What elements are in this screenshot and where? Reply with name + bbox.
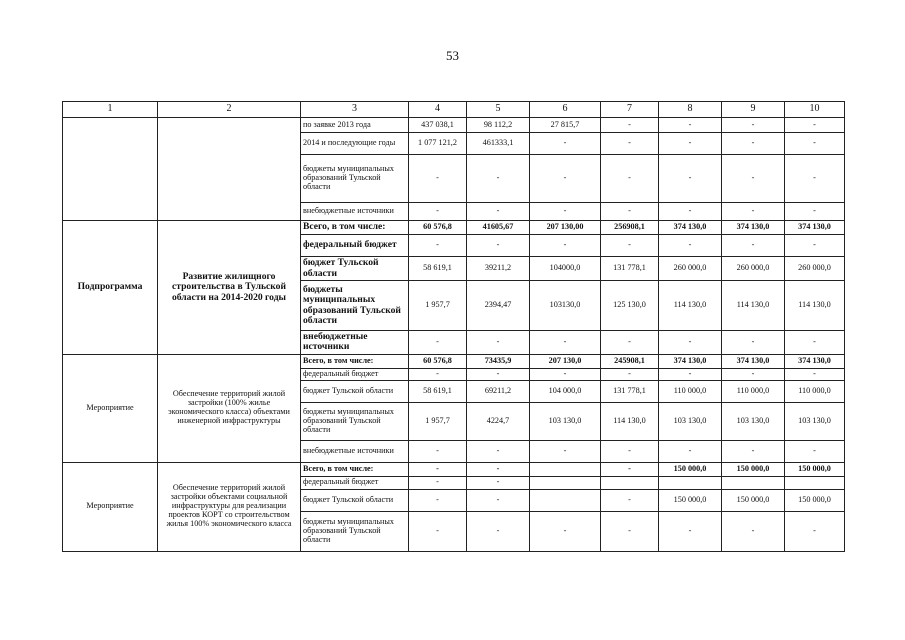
value-cell: - (467, 368, 530, 380)
column-header: 7 (601, 102, 659, 118)
value-cell: - (659, 511, 722, 551)
row-label: федеральный бюджет (301, 235, 409, 257)
row-label: бюджет Тульской области (301, 380, 409, 402)
value-cell: - (659, 133, 722, 155)
value-cell: - (785, 331, 845, 355)
value-cell: - (601, 203, 659, 221)
value-cell (601, 476, 659, 489)
table-row (63, 354, 845, 368)
value-cell: - (659, 203, 722, 221)
column-header: 3 (301, 102, 409, 118)
value-cell: 39211,2 (467, 257, 530, 281)
value-cell: 73435,9 (467, 354, 530, 368)
value-cell: 245908,1 (601, 354, 659, 368)
table-row (63, 221, 845, 235)
row-label: федеральный бюджет (301, 368, 409, 380)
value-cell: - (601, 489, 659, 511)
value-cell: 98 112,2 (467, 118, 530, 133)
value-cell: 103 130,0 (785, 402, 845, 440)
subprogram-name: Развитие жилищного строительства в Тульской области на 2014-2020 годы (158, 221, 301, 355)
value-cell: 150 000,0 (722, 462, 785, 476)
row-label: внебюджетные источники (301, 203, 409, 221)
column-header: 8 (659, 102, 722, 118)
value-cell: 374 130,0 (785, 221, 845, 235)
row-label: бюджеты муниципальных образований Тульской области (301, 155, 409, 203)
value-cell: - (467, 155, 530, 203)
value-cell: - (659, 368, 722, 380)
value-cell: 437 038,1 (409, 118, 467, 133)
value-cell: 1 957,7 (409, 402, 467, 440)
value-cell: 374 130,0 (785, 354, 845, 368)
value-cell: - (467, 511, 530, 551)
value-cell: - (409, 511, 467, 551)
value-cell: - (530, 368, 601, 380)
value-cell: 150 000,0 (722, 489, 785, 511)
value-cell: - (601, 235, 659, 257)
value-cell: 103 130,0 (530, 402, 601, 440)
table-row (63, 118, 845, 133)
value-cell: - (409, 155, 467, 203)
value-cell: - (659, 331, 722, 355)
measure-name: Обеспечение территорий жилой застройки (100% жилье экономического класса) объектами инженерной инфраструктуры (158, 354, 301, 462)
value-cell: 114 130,0 (785, 281, 845, 331)
value-cell: - (785, 133, 845, 155)
value-cell: - (467, 203, 530, 221)
column-header: 6 (530, 102, 601, 118)
value-cell: - (530, 133, 601, 155)
value-cell: - (785, 155, 845, 203)
value-cell: 110 000,0 (659, 380, 722, 402)
value-cell: - (601, 368, 659, 380)
value-cell: - (722, 331, 785, 355)
column-header: 10 (785, 102, 845, 118)
value-cell: - (409, 440, 467, 462)
value-cell: - (659, 118, 722, 133)
value-cell: 60 576,8 (409, 354, 467, 368)
value-cell: 150 000,0 (785, 462, 845, 476)
value-cell: - (601, 440, 659, 462)
value-cell: 69211,2 (467, 380, 530, 402)
value-cell: - (467, 235, 530, 257)
value-cell: 41605,67 (467, 221, 530, 235)
value-cell: 60 576,8 (409, 221, 467, 235)
value-cell: 131 778,1 (601, 380, 659, 402)
value-cell: - (409, 489, 467, 511)
value-cell: - (659, 440, 722, 462)
value-cell: 374 130,0 (659, 221, 722, 235)
row-label: федеральный бюджет (301, 476, 409, 489)
header-row (63, 102, 845, 118)
measure-name: Обеспечение территорий жилой застройки объектами социальной инфраструктуры для реализации проектов КОРТ со строительством жилья 100% экономического класса (158, 462, 301, 551)
column-header: 4 (409, 102, 467, 118)
value-cell: 2394,47 (467, 281, 530, 331)
value-cell: - (659, 155, 722, 203)
row-label: по заявке 2013 года (301, 118, 409, 133)
value-cell: 1 957,7 (409, 281, 467, 331)
column-header: 1 (63, 102, 158, 118)
value-cell (722, 476, 785, 489)
value-cell: 58 619,1 (409, 380, 467, 402)
value-cell: - (409, 462, 467, 476)
value-cell: 256908,1 (601, 221, 659, 235)
value-cell: - (785, 235, 845, 257)
row-label: внебюджетные источники (301, 440, 409, 462)
row-label: Всего, в том числе: (301, 221, 409, 235)
value-cell: - (467, 331, 530, 355)
groups-section (63, 221, 845, 552)
row-label: бюджет Тульской области (301, 257, 409, 281)
value-cell: - (722, 155, 785, 203)
column-header: 2 (158, 102, 301, 118)
value-cell: 207 130,00 (530, 221, 601, 235)
value-cell (785, 476, 845, 489)
value-cell: - (467, 440, 530, 462)
value-cell: - (722, 440, 785, 462)
row-label: Всего, в том числе: (301, 462, 409, 476)
value-cell: - (530, 511, 601, 551)
page-number: 53 (446, 48, 459, 63)
value-cell: 103 130,0 (659, 402, 722, 440)
measure-type: Мероприятие (63, 354, 158, 462)
row-label: бюджет Тульской области (301, 489, 409, 511)
subprogram-type: Подпрограмма (63, 221, 158, 355)
row-label: 2014 и последующие годы (301, 133, 409, 155)
budget-table (62, 101, 845, 552)
value-cell: - (601, 511, 659, 551)
value-cell: - (785, 511, 845, 551)
continued-section (63, 118, 845, 221)
row-label: бюджеты муниципальных образований Тульской области (301, 511, 409, 551)
value-cell (530, 462, 601, 476)
value-cell (530, 476, 601, 489)
value-cell: - (601, 155, 659, 203)
measure-type: Мероприятие (63, 462, 158, 551)
value-cell: - (409, 476, 467, 489)
row-label: Всего, в том числе: (301, 354, 409, 368)
value-cell: 4224,7 (467, 402, 530, 440)
value-cell: - (467, 462, 530, 476)
value-cell: - (722, 235, 785, 257)
value-cell: 104 000,0 (530, 380, 601, 402)
value-cell: - (601, 462, 659, 476)
value-cell: - (785, 440, 845, 462)
value-cell: - (530, 235, 601, 257)
value-cell: - (601, 331, 659, 355)
value-cell: 103130,0 (530, 281, 601, 331)
value-cell: 150 000,0 (659, 462, 722, 476)
row-label: бюджеты муниципальных образований Тульской области (301, 281, 409, 331)
value-cell: - (722, 118, 785, 133)
value-cell: - (530, 203, 601, 221)
type-cell-empty (63, 118, 158, 221)
value-cell: 374 130,0 (659, 354, 722, 368)
value-cell: 103 130,0 (722, 402, 785, 440)
column-header: 9 (722, 102, 785, 118)
value-cell: - (722, 511, 785, 551)
value-cell: 125 130,0 (601, 281, 659, 331)
value-cell: 374 130,0 (722, 354, 785, 368)
value-cell: - (530, 331, 601, 355)
value-cell: - (785, 368, 845, 380)
value-cell: 207 130,0 (530, 354, 601, 368)
value-cell: 260 000,0 (659, 257, 722, 281)
value-cell: - (659, 235, 722, 257)
value-cell: - (409, 368, 467, 380)
value-cell: 150 000,0 (659, 489, 722, 511)
value-cell: 1 077 121,2 (409, 133, 467, 155)
value-cell: - (409, 331, 467, 355)
value-cell: - (467, 489, 530, 511)
column-header: 5 (467, 102, 530, 118)
value-cell: - (722, 133, 785, 155)
value-cell: 58 619,1 (409, 257, 467, 281)
value-cell: - (785, 118, 845, 133)
value-cell (659, 476, 722, 489)
value-cell: 110 000,0 (785, 380, 845, 402)
row-label: внебюджетные источники (301, 331, 409, 355)
value-cell: - (601, 133, 659, 155)
value-cell: - (409, 203, 467, 221)
value-cell: - (530, 155, 601, 203)
name-cell-empty (158, 118, 301, 221)
value-cell: 131 778,1 (601, 257, 659, 281)
value-cell: - (467, 476, 530, 489)
value-cell: 114 130,0 (659, 281, 722, 331)
value-cell: - (601, 118, 659, 133)
value-cell: 374 130,0 (722, 221, 785, 235)
value-cell: 110 000,0 (722, 380, 785, 402)
value-cell (530, 489, 601, 511)
value-cell: 260 000,0 (722, 257, 785, 281)
table-row (63, 462, 845, 476)
value-cell: 150 000,0 (785, 489, 845, 511)
value-cell: 27 815,7 (530, 118, 601, 133)
value-cell: 114 130,0 (601, 402, 659, 440)
row-label: бюджеты муниципальных образований Тульской области (301, 402, 409, 440)
value-cell: - (785, 203, 845, 221)
value-cell: 104000,0 (530, 257, 601, 281)
value-cell: 260 000,0 (785, 257, 845, 281)
value-cell: - (530, 440, 601, 462)
value-cell: 114 130,0 (722, 281, 785, 331)
value-cell: - (722, 203, 785, 221)
value-cell: 461333,1 (467, 133, 530, 155)
value-cell: - (409, 235, 467, 257)
value-cell: - (722, 368, 785, 380)
